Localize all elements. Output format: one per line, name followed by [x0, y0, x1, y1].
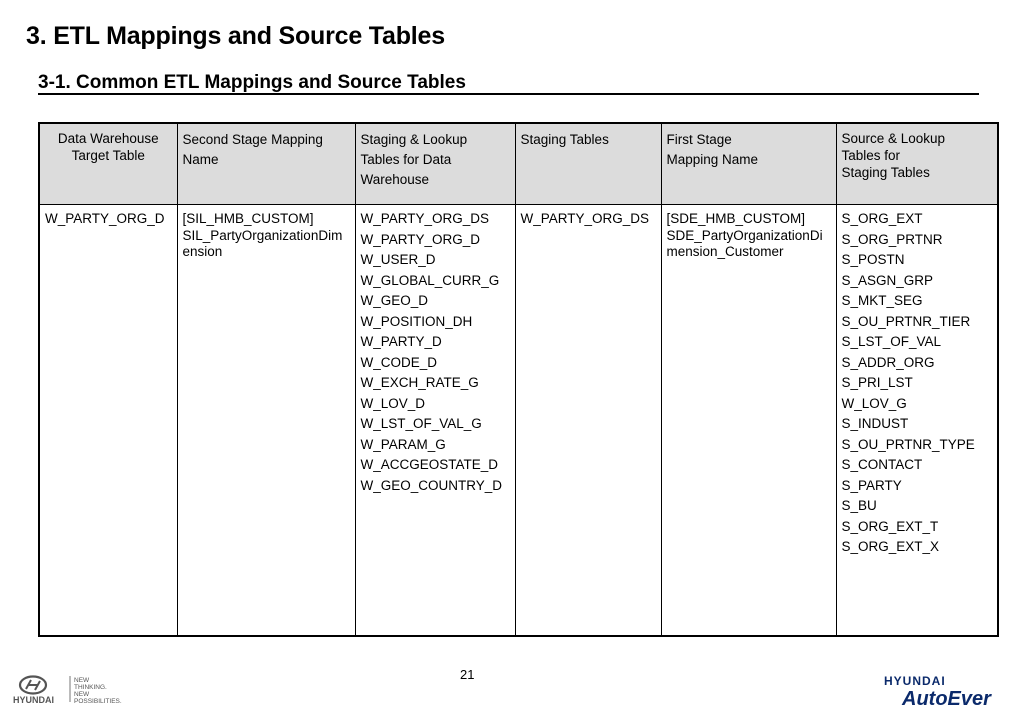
table-header-row — [39, 123, 998, 205]
header-line: Tables for Data — [360, 152, 452, 167]
cell-source-lookup-tables — [836, 205, 998, 637]
list-item: SIL_PartyOrganizationDimension — [182, 227, 343, 259]
list-item: W_CODE_D — [360, 354, 438, 370]
list-item: W_LOV_G — [841, 395, 907, 411]
list-item: S_ORG_EXT_X — [841, 539, 940, 554]
list-item: [SDE_HMB_CUSTOM] — [666, 211, 806, 226]
right-logo-line2: AutoEver — [902, 688, 991, 708]
table-row — [39, 205, 998, 637]
hyundai-autoever-logo — [878, 672, 1018, 708]
header-target-table — [39, 123, 177, 205]
list-item: W_PARAM_G — [360, 436, 446, 452]
list-item: S_ASGN_GRP — [841, 272, 934, 288]
svg-text:POSSIBILITIES.: POSSIBILITIES. — [74, 698, 122, 704]
header-line: Target Table — [71, 148, 145, 163]
cell-staging-tables: W_PARTY_ORG_DS — [515, 205, 661, 637]
cell-first-stage-mapping — [661, 205, 836, 637]
header-second-stage-mapping — [177, 123, 355, 205]
list-item: W_USER_D — [360, 252, 436, 267]
list-item: S_INDUST — [841, 416, 909, 431]
etl-mapping-table — [38, 122, 999, 637]
right-logo-line1: HYUNDAI — [884, 674, 946, 688]
header-line: First Stage — [666, 132, 732, 147]
list-item: S_ORG_PRTNR — [841, 231, 943, 247]
list-item: W_GEO_COUNTRY_D — [360, 477, 503, 493]
list-item: S_OU_PRTNR_TIER — [841, 313, 971, 329]
list-item: W_ACCGEOSTATE_D — [360, 457, 499, 472]
header-line: Source & Lookup — [841, 131, 946, 146]
list-item: S_POSTN — [841, 252, 905, 267]
list-item: W_POSITION_DH — [360, 313, 473, 329]
header-line: Staging Tables — [841, 165, 930, 180]
list-item: SDE_PartyOrganizationDimension_Customer — [666, 227, 823, 259]
header-line: Warehouse — [360, 172, 430, 187]
list-item: S_OU_PRTNR_TYPE — [841, 436, 975, 452]
list-item: S_CONTACT — [841, 457, 923, 472]
cell-target-table: W_PARTY_ORG_D — [39, 205, 177, 637]
list-item: S_BU — [841, 498, 877, 513]
svg-text:NEW: NEW — [74, 677, 90, 684]
list-item: S_ORG_EXT_T — [841, 518, 939, 534]
svg-text:NEW: NEW — [74, 691, 90, 698]
header-line: Tables for — [841, 148, 901, 163]
list-item: [SIL_HMB_CUSTOM] — [182, 211, 314, 226]
section-subtitle: 3-1. Common ETL Mappings and Source Tables — [38, 72, 466, 93]
list-item: S_LST_OF_VAL — [841, 334, 942, 349]
header-line: Name — [182, 152, 219, 167]
cell-staging-lookup-tables — [355, 205, 515, 637]
header-staging-tables — [515, 123, 661, 205]
list-item: S_ADDR_ORG — [841, 354, 935, 370]
header-staging-lookup-tables — [355, 123, 515, 205]
list-item: W_EXCH_RATE_G — [360, 375, 479, 390]
list-item: W_PARTY_ORG_D — [360, 231, 481, 247]
header-line: Mapping Name — [666, 152, 759, 167]
list-item: S_PARTY — [841, 477, 902, 493]
header-first-stage-mapping — [661, 123, 836, 205]
list-item: S_MKT_SEG — [841, 293, 923, 308]
list-item: W_PARTY_D — [360, 334, 442, 349]
header-source-lookup-tables — [836, 123, 998, 205]
subtitle-underline — [38, 93, 979, 95]
list-item: W_PARTY_ORG_DS — [360, 211, 490, 226]
list-item: W_LOV_D — [360, 395, 426, 411]
left-logo-brand: HYUNDAI — [13, 695, 55, 704]
header-line: Staging Tables — [520, 132, 609, 147]
header-line: Data Warehouse — [57, 131, 159, 146]
list-item: W_GEO_D — [360, 293, 429, 308]
cell-second-stage-mapping — [177, 205, 355, 637]
header-line: Second Stage Mapping — [182, 132, 323, 147]
page-number: 21 — [460, 667, 475, 682]
hyundai-new-thinking-logo — [12, 674, 142, 704]
list-item: W_GLOBAL_CURR_G — [360, 272, 500, 288]
header-line: Staging & Lookup — [360, 132, 468, 147]
list-item: S_PRI_LST — [841, 375, 913, 390]
svg-text:THINKING.: THINKING. — [74, 684, 107, 691]
page-title: 3. ETL Mappings and Source Tables — [26, 22, 445, 50]
list-item: S_ORG_EXT — [841, 211, 923, 226]
list-item: W_LST_OF_VAL_G — [360, 416, 482, 431]
